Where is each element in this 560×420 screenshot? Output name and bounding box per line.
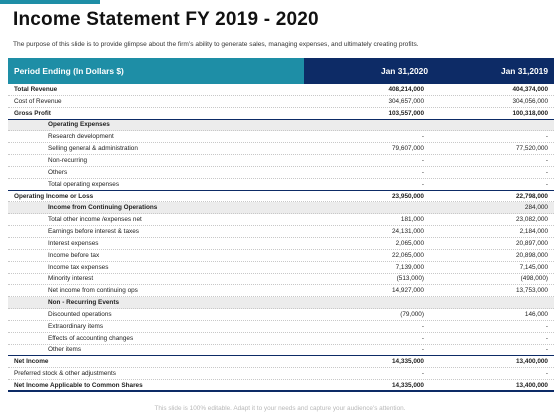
row-value-2020: - (421, 133, 424, 141)
row-label: Operating Expenses (48, 121, 110, 129)
row-label: Others (48, 168, 68, 176)
row-value-2020: 103,557,000 (388, 109, 424, 117)
row-label: Non - Recurring Events (48, 299, 120, 307)
table-row (8, 238, 554, 250)
table-row (8, 380, 554, 392)
table-header (8, 58, 554, 84)
header-col-2020: Jan 31,2020 (304, 58, 434, 84)
footer-note: This slide is 100% editable. Adapt it to your needs and capture your audience's attention. (154, 405, 406, 412)
row-label: Total other income /expenses net (48, 216, 142, 224)
table-row (8, 179, 554, 191)
row-label: Non-recurring (48, 156, 88, 164)
table-row (8, 333, 554, 345)
row-value-2020: - (421, 168, 424, 176)
row-value-2020: 14,335,000 (392, 358, 424, 366)
row-value-2019: - (545, 168, 548, 176)
table-row (8, 226, 554, 238)
table-row (8, 309, 554, 321)
row-value-2019: 100,318,000 (512, 109, 548, 117)
row-value-2019: 404,374,000 (512, 85, 548, 93)
row-value-2019: - (545, 133, 548, 141)
table-row (8, 321, 554, 333)
table-row (8, 297, 554, 309)
row-value-2020: 181,000 (400, 216, 424, 224)
row-value-2020: 24,131,000 (392, 228, 424, 236)
row-value-2020: 408,214,000 (388, 85, 424, 93)
row-value-2020: - (421, 322, 424, 330)
table-row (8, 96, 554, 108)
table-row (8, 143, 554, 155)
row-value-2019: 284,000 (524, 204, 548, 212)
row-value-2019: 13,753,000 (516, 287, 548, 295)
row-label: Research development (48, 133, 114, 141)
row-label: Net Income Applicable to Common Shares (14, 381, 143, 389)
row-value-2020: 304,657,000 (388, 97, 424, 105)
row-value-2019: 20,897,000 (516, 239, 548, 247)
row-label: Income before tax (48, 251, 100, 259)
row-value-2019: - (545, 334, 548, 342)
table-body (8, 84, 554, 392)
row-label: Total operating expenses (48, 180, 120, 188)
table-row (8, 191, 554, 203)
row-value-2019: 304,056,000 (512, 97, 548, 105)
table-row (8, 202, 554, 214)
table-row (8, 108, 554, 120)
row-value-2019: 13,400,000 (516, 381, 548, 389)
row-value-2019: 2,184,000 (519, 228, 548, 236)
top-accent-bar (0, 0, 100, 4)
row-value-2020: 14,927,000 (392, 287, 424, 295)
row-value-2019: - (545, 180, 548, 188)
row-value-2019: 23,082,000 (516, 216, 548, 224)
income-statement-table (8, 58, 554, 392)
row-value-2019: (498,000) (520, 275, 548, 283)
row-label: Extraordinary items (48, 322, 104, 330)
row-value-2020: - (421, 180, 424, 188)
row-value-2019: - (545, 322, 548, 330)
row-label: Preferred stock & other adjustments (14, 370, 116, 378)
row-label: Net income from continuing ops (48, 287, 138, 295)
row-label: Interest expenses (48, 239, 99, 247)
row-value-2019: - (545, 346, 548, 354)
row-value-2020: (79,000) (400, 310, 424, 318)
header-col-2019: Jan 31,2019 (434, 58, 554, 84)
row-label: Operating Income or Loss (14, 192, 94, 200)
row-value-2020: 22,065,000 (392, 251, 424, 259)
table-row (8, 345, 554, 357)
header-period-label: Period Ending (In Dollars $) (8, 58, 304, 84)
table-row (8, 131, 554, 143)
row-value-2019: - (545, 370, 548, 378)
table-row (8, 356, 554, 368)
table-row (8, 167, 554, 179)
row-label: Minority interest (48, 275, 94, 283)
table-row (8, 120, 554, 132)
row-value-2020: - (421, 370, 424, 378)
table-row (8, 84, 554, 96)
page-subtitle: The purpose of this slide is to provide glimpse about the firm’s ability to generate sales, managing expenses, and ultimately creating profits. (13, 41, 419, 48)
row-label: Net Income (14, 358, 49, 366)
row-value-2019: 77,520,000 (516, 145, 548, 153)
row-value-2020: - (421, 346, 424, 354)
row-label: Discounted operations (48, 310, 112, 318)
row-label: Income from Continuing Operations (48, 204, 158, 212)
page-title: Income Statement FY 2019 - 2020 (13, 9, 319, 30)
row-value-2020: - (421, 334, 424, 342)
row-value-2020: 23,950,000 (392, 192, 424, 200)
row-value-2020: 7,139,000 (395, 263, 424, 271)
row-value-2019: 7,145,000 (519, 263, 548, 271)
row-label: Income tax expenses (48, 263, 109, 271)
row-label: Total Revenue (14, 85, 58, 93)
row-value-2020: 14,335,000 (392, 381, 424, 389)
table-row (8, 262, 554, 274)
table-row (8, 274, 554, 286)
row-label: Gross Profit (14, 109, 51, 117)
row-value-2019: 20,898,000 (516, 251, 548, 259)
table-row (8, 285, 554, 297)
table-row (8, 368, 554, 380)
table-row (8, 250, 554, 262)
table-row (8, 214, 554, 226)
row-label: Cost of Revenue (14, 97, 62, 105)
row-label: Selling general & administration (48, 145, 138, 153)
row-value-2020: (513,000) (396, 275, 424, 283)
row-value-2020: - (421, 156, 424, 164)
row-label: Earnings before interest & taxes (48, 228, 139, 236)
row-value-2020: 2,065,000 (395, 239, 424, 247)
row-value-2019: 22,798,000 (516, 192, 548, 200)
row-value-2019: 146,000 (524, 310, 548, 318)
row-label: Effects of accounting changes (48, 334, 134, 342)
row-label: Other items (48, 346, 82, 354)
row-value-2019: - (545, 156, 548, 164)
row-value-2020: 79,607,000 (392, 145, 424, 153)
table-row (8, 155, 554, 167)
row-value-2019: 13,400,000 (516, 358, 548, 366)
